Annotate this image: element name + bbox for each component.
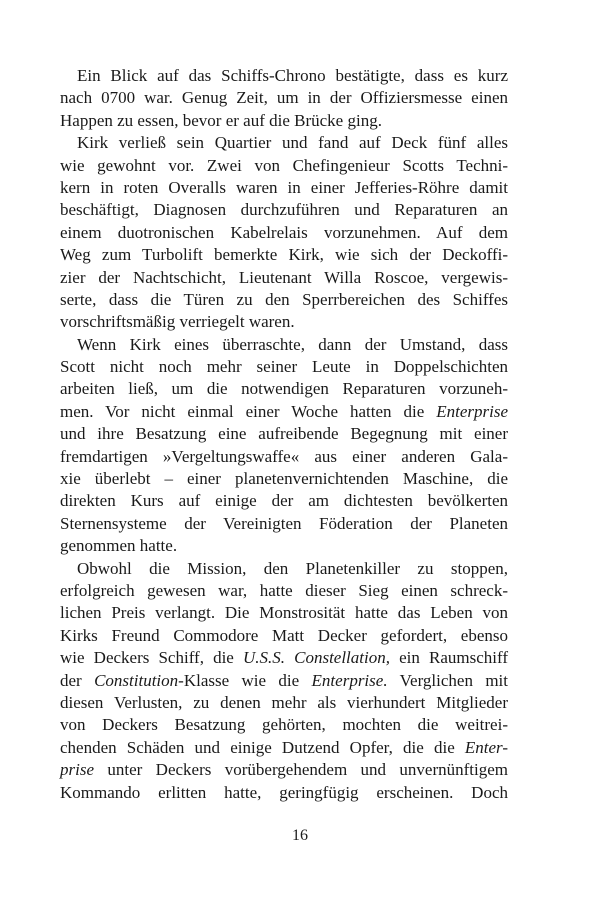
text-line xyxy=(60,625,508,647)
text-segment: Kommando erlitten hatte, geringfügig erscheinen. Doch xyxy=(60,782,508,802)
text-line xyxy=(60,490,508,512)
italic-text: Enterprise. xyxy=(311,670,388,690)
text-segment: Weg zum Turbolift bemerkte Kirk, wie sich der Deckoffi- xyxy=(60,245,508,265)
text-line xyxy=(60,468,508,490)
text-segment: -Klasse wie die xyxy=(178,670,312,690)
text-segment: Scott nicht noch mehr seiner Leute in Doppelschichten xyxy=(60,357,508,377)
text-line xyxy=(60,580,508,602)
text-line xyxy=(60,244,508,266)
text-line xyxy=(60,670,508,692)
text-segment: arbeiten ließ, um die notwendigen Reparaturen vorzuneh- xyxy=(60,379,508,399)
text-line xyxy=(60,110,508,132)
text-segment: wie gewohnt vor. Zwei von Chefingenieur Scotts Techni- xyxy=(60,155,508,175)
text-line xyxy=(60,132,508,154)
text-segment: und ihre Besatzung eine aufreibende Begegnung mit einer xyxy=(60,424,508,444)
text-line xyxy=(60,558,508,580)
text-line xyxy=(60,782,508,804)
text-line xyxy=(60,356,508,378)
text-line xyxy=(60,65,508,87)
text-segment: Wenn Kirk eines überraschte, dann der Umstand, dass xyxy=(77,334,508,354)
text-line xyxy=(60,714,508,736)
italic-text: Enterprise xyxy=(436,401,508,421)
text-line xyxy=(60,222,508,244)
text-segment: Kirk verließ sein Quartier und fand auf Deck fünf alles xyxy=(77,133,508,153)
text-segment: serte, dass die Türen zu den Sperrbereichen des Schiffes xyxy=(60,289,508,309)
italic-text: Enter- xyxy=(464,737,508,757)
text-line xyxy=(60,378,508,400)
text-line xyxy=(60,759,508,781)
text-segment: vorschriftsmäßig verriegelt waren. xyxy=(60,312,295,332)
text-segment: lichen Preis verlangt. Die Monstrosität hatte das Leben von xyxy=(60,603,508,623)
text-segment: chenden Schäden und einige Dutzend Opfer, die die xyxy=(60,737,465,757)
text-segment: Sternensysteme der Vereinigten Föderation der Planeten xyxy=(60,513,508,533)
text-line xyxy=(60,267,508,289)
text-segment: zier der Nachtschicht, Lieutenant Willa Roscoe, vergewis- xyxy=(60,267,508,287)
italic-text: U.S.S. Constellation, xyxy=(242,648,390,668)
text-segment: einem duotronischen Kabelrelais vorzunehmen. Auf dem xyxy=(60,222,508,242)
italic-text: Constitution xyxy=(94,670,179,690)
book-page-text xyxy=(60,65,508,804)
text-line xyxy=(60,177,508,199)
page-number: 16 xyxy=(292,827,308,844)
text-segment: xie überlebt – einer planetenvernichtenden Maschine, die xyxy=(60,469,508,489)
text-segment: Happen zu essen, bevor er auf die Brücke ging. xyxy=(60,110,382,130)
text-line xyxy=(60,311,508,333)
text-segment: erfolgreich gewesen war, hatte dieser Sieg einen schreck- xyxy=(60,580,508,600)
text-segment: Ein Blick auf das Schiffs-Chrono bestätigte, dass es kurz xyxy=(77,66,508,85)
text-line xyxy=(60,446,508,468)
text-segment: fremdartigen »Vergeltungswaffe« aus einer anderen Gala- xyxy=(60,446,508,466)
text-segment: diesen Verlusten, zu denen mehr als vierhundert Mitglieder xyxy=(60,692,508,712)
text-line xyxy=(60,737,508,759)
text-line xyxy=(60,513,508,535)
text-segment: ein Raumschiff xyxy=(389,648,508,668)
italic-text: prise xyxy=(60,760,94,780)
text-segment: Obwohl die Mission, den Planetenkiller zu stoppen, xyxy=(77,558,508,578)
text-segment: direkten Kurs auf einige der am dichtesten bevölkerten xyxy=(60,491,508,511)
text-segment: Kirks Freund Commodore Matt Decker gefordert, ebenso xyxy=(60,625,508,645)
text-segment: Verglichen mit xyxy=(387,670,508,690)
text-line xyxy=(60,535,508,557)
text-segment: men. Vor nicht einmal einer Woche hatten die xyxy=(60,401,437,421)
text-line xyxy=(60,289,508,311)
text-segment: der xyxy=(60,670,95,690)
text-segment: beschäftigt, Diagnosen durchzuführen und Reparaturen an xyxy=(60,200,508,220)
text-segment: wie Deckers Schiff, die xyxy=(60,648,243,668)
text-segment: genommen hatte. xyxy=(60,536,178,556)
text-line xyxy=(60,155,508,177)
text-line xyxy=(60,334,508,356)
text-segment: unter Deckers vorübergehendem und unvernünftigem xyxy=(94,760,508,780)
text-line xyxy=(60,401,508,423)
text-segment: nach 0700 war. Genug Zeit, um in der Offiziersmesse einen xyxy=(60,88,508,108)
text-segment: von Deckers Besatzung gehörten, mochten die weitrei- xyxy=(60,715,508,735)
text-line xyxy=(60,647,508,669)
text-line xyxy=(60,87,508,109)
text-segment: kern in roten Overalls waren in einer Jefferies-Röhre damit xyxy=(60,177,508,197)
text-line xyxy=(60,199,508,221)
text-line xyxy=(60,602,508,624)
text-line xyxy=(60,423,508,445)
text-line xyxy=(60,692,508,714)
